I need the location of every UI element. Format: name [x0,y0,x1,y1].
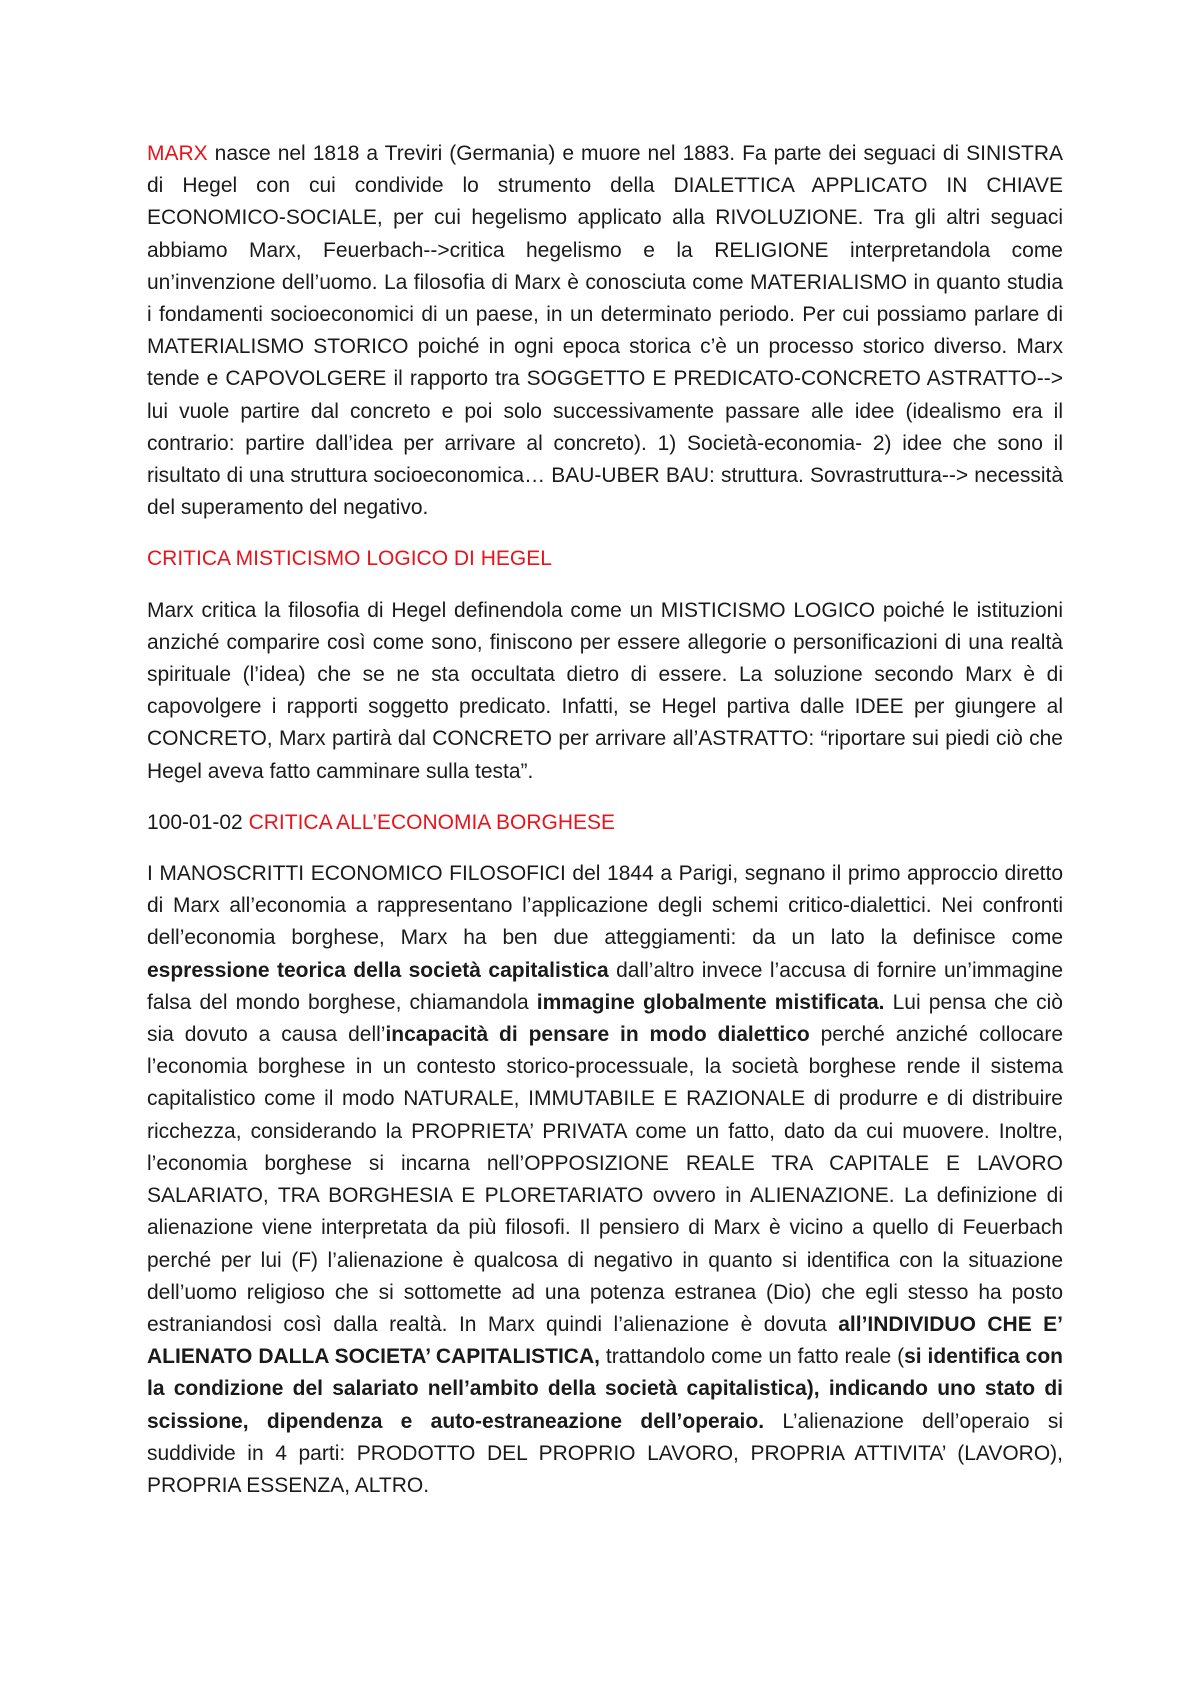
heading-critica-economia [147,807,1063,839]
heading-title: CRITICA ALL’ECONOMIA BORGHESE [248,810,616,834]
paragraph-economia-borghese [147,858,1063,1502]
text-part-6: L’alienazione dell’operaio si suddivide in 4 parti: PRODOTTO DEL PROPRIO LAVORO, PROPRIA ATTIVITA’ (LAVORO), PROPRIA ESSENZA, ALTRO. [147,1409,1064,1497]
heading-critica-misticismo: CRITICA MISTICISMO LOGICO DI HEGEL [147,547,552,571]
heading-code: 100-01-02 [147,810,249,834]
document-page [147,138,1063,1521]
text-part-1: I MANOSCRITTI ECONOMICO FILOSOFICI del 1844 a Parigi, segnano il primo approccio diretto di Marx all’economia a rappresentano l’applicazione degli schemi critico-dialettici. Nei confronti dell’economia borghese, Marx ha ben due atteggiamenti: da un lato la definisce come [147,862,1063,950]
bold-part-1: espressione teorica della società capitalistica [147,958,609,982]
paragraph-misticismo: Marx critica la filosofia di Hegel definendola come un MISTICISMO LOGICO poiché le istituzioni anziché comparire così come sono, finiscono per essere allegorie o personificazioni di una realtà spirituale (l’idea) che se ne sta occultata dietro di essere. La soluzione secondo Marx è di capovolgere i rapporti soggetto predicato. Infatti, se Hegel partiva dalle IDEE per giungere al CONCRETO, Marx partirà dal CONCRETO per arrivare all’ASTRATTO: “riportare sui piedi ciò che Hegel aveva fatto camminare sulla testa”. [147,598,1063,783]
text-part-3: Lui pensa che ciò sia dovuto a causa dell’ [147,990,1063,1047]
intro-text: nasce nel 1818 a Treviri (Germania) e muore nel 1883. Fa parte dei seguaci di SINISTRA di Hegel con cui condivide lo strumento della DIALETTICA APPLICATO IN CHIAVE ECONOMICO-SOCIALE, per cui hegelismo applicato alla RIVOLUZIONE. Tra gli altri seguaci abbiamo Marx, Feuerbach-->critica hegelismo e la RELIGIONE interpretandola come un’invenzione dell’uomo. La filosofia di Marx è conosciuta come MATERIALISMO in quanto studia i fondamenti socioeconomici di un paese, in un determinato periodo. Per cui possiamo parlare di MATERIALISMO STORICO poiché in ogni epoca storica c’è un processo storico diverso. Marx tende e CAPOVOLGERE il rapporto tra SOGGETTO E PREDICATO-CONCRETO ASTRATTO--> lui vuole partire dal concreto e poi solo successivamente passare alle idee (idealismo era il contrario: partire dall’idea per arrivare al concreto). 1) Società-economia- 2) idee che sono il risultato di una struttura socioeconomica… BAU-UBER BAU: struttura. Sovrastruttura--> necessità del superamento del negativo. [147,142,1063,520]
bold-part-4: all’INDIVIDUO CHE E’ ALIENATO DALLA SOCIETA’ CAPITALISTICA, [147,1312,1063,1369]
text-part-2: dall’altro invece l’accusa di fornire un’immagine falsa del mondo borghese, chiamandola [147,958,1063,1014]
marx-keyword: MARX [147,142,208,165]
bold-part-3: incapacità di pensare in modo dialettico [385,1023,810,1047]
paragraph-marx-intro [147,138,1063,524]
text-part-4: perché anziché collocare l’economia borghese in un contesto storico-processuale, la società borghese rende il sistema capitalistico come il modo NATURALE, IMMUTABILE E RAZIONALE di produrre e di distribuire ricchezza, considerando la PROPRIETA’ PRIVATA come un fatto, dato da cui muovere. Inoltre, l’economia borghese si incarna nell’OPPOSIZIONE REALE TRA CAPITALE E LAVORO SALARIATO, TRA BORGHESIA E PLORETARIATO ovvero in ALIENAZIONE. La definizione di alienazione viene interpretata da più filosofi. Il pensiero di Marx è vicino a quello di Feuerbach perché per lui (F) l’alienazione è qualcosa di negativo in quanto si identifica con la situazione dell’uomo religioso che si sottomette ad una potenza estranea (Dio) che egli stesso ha posto estraniandosi così dalla realtà. In Marx quindi l’alienazione è dovuta [147,1023,1064,1336]
bold-part-5: si identifica con la condizione del salariato nell’ambito della società capitalistica), indicando uno stato di scissione, dipendenza e auto-estraneazione dell’operaio. [147,1345,1064,1433]
text-part-5: trattandolo come un fatto reale ( [599,1345,905,1369]
bold-part-2: immagine globalmente mistificata. [536,990,885,1014]
